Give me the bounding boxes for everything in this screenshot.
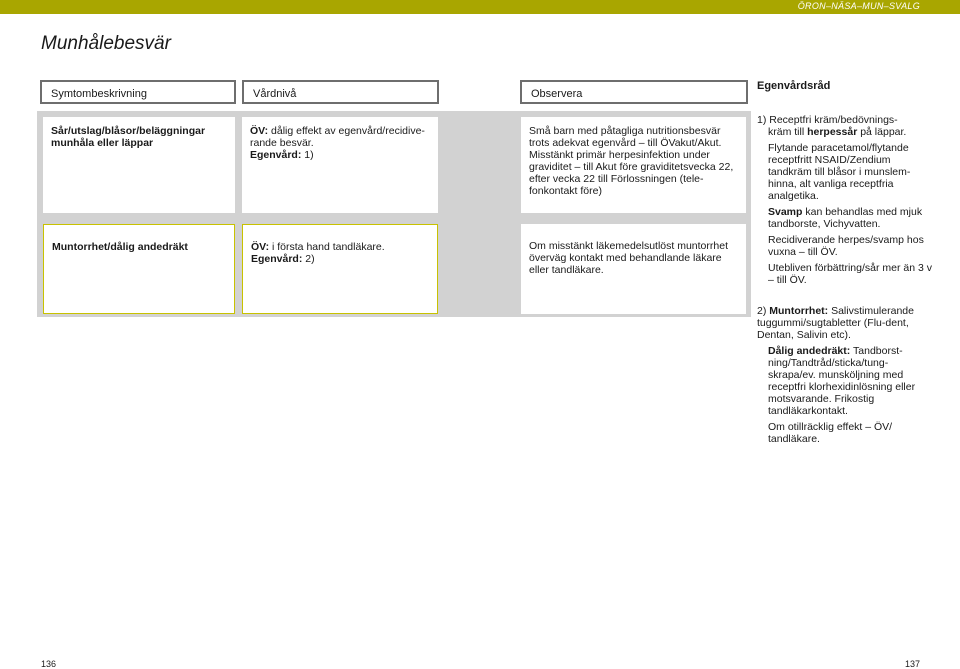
page-number-left: 136 [41, 659, 57, 669]
row2-care-cell [242, 224, 438, 314]
advice1-paragraph4: Recidiverande herpes/svamp hos vuxna – till ÖV. [768, 234, 924, 258]
column-header-self-care-advice: Egenvårdsråd [757, 80, 831, 92]
top-banner [0, 0, 960, 14]
advice2-dry-mouth-label: Muntorrhet: [766, 305, 829, 317]
advice2-bad-breath-text: Tandborst-ning/Tandtråd/sticka/tung-skrapa/ev. munsköljning med receptfri klorhexidinlösning eller motsvarande. Frikostig tandläkarkontakt. [768, 345, 916, 417]
row1-symptom: Sår/utslag/blåsor/beläggningar munhåla eller läppar [51, 125, 206, 149]
advice1-paragraph3: kan behandlas med mjuk tandborste, Vichyvatten. [768, 206, 923, 230]
advice-block-1 [757, 114, 932, 290]
advice2-paragraph3: Om otillräcklig effekt – ÖV/ tandläkare. [768, 421, 893, 445]
advice2-number: 2) [757, 305, 767, 317]
row2-self-care-label: Egenvård: [251, 253, 303, 265]
advice1-number: 1) [757, 114, 767, 126]
advice1-svamp: Svamp [768, 206, 803, 218]
advice1-line1b: kräm till [768, 126, 808, 138]
advice-block-2 [757, 305, 932, 449]
row1-self-care-label: Egenvård: [250, 149, 302, 161]
row2-symptom-cell [43, 224, 235, 314]
row1-observe-cell [521, 117, 746, 213]
row2-observe: Om misstänkt läkemedelsutlöst muntorrhet överväg kontakt med behandlande läkare eller tandläkare. [529, 240, 728, 276]
advice1-herpes: herpessår [807, 126, 858, 138]
row2-care-label: ÖV: [251, 241, 270, 253]
row1-care-cell [242, 117, 438, 213]
page-title: Munhålebesvär [41, 33, 171, 54]
row2-self-care-ref: 2) [302, 253, 315, 265]
row1-observe: Små barn med påtagliga nutritionsbesvär trots adekvat egenvård – till ÖVakut/Akut. Misstänkt primär herpesinfektion under graviditet – till Akut före graviditetsvecka 22, efter vecka 22 till Förlossningen (tele-fonkontakt före) [529, 125, 734, 197]
advice1-line1c: på läppar. [857, 126, 907, 138]
advice2-bad-breath-label: Dålig andedräkt: [768, 345, 851, 357]
advice1-paragraph2: Flytande paracetamol/flytande receptfritt NSAID/Zendium tandkräm till blåsor i munslem-hinna, alt vanliga receptfria analgetika. [768, 142, 911, 202]
advice1-line1a: Receptfri kräm/bedövnings- [766, 114, 898, 126]
row2-care-text: i första hand tandläkare. [269, 241, 385, 253]
row1-self-care-ref: 1) [301, 149, 314, 161]
row2-observe-cell [521, 224, 746, 314]
advice2-dry-mouth-text: Salivstimulerande tuggummi/sugtabletter (Flu-dent, Dentan, Salivin etc). [757, 305, 914, 341]
column-header-care-level: Vårdnivå [242, 80, 439, 104]
page-number-right: 137 [905, 659, 921, 669]
column-header-symptom: Symtombeskrivning [40, 80, 236, 104]
advice1-paragraph5: Utebliven förbättring/sår mer än 3 v – till ÖV. [768, 262, 932, 286]
row1-care-label: ÖV: [250, 125, 269, 137]
row1-symptom-cell [43, 117, 235, 213]
column-header-observe: Observera [520, 80, 748, 104]
section-label: ÖRON–NÄSA–MUN–SVALG [797, 1, 920, 11]
row1-care-text: dålig effekt av egenvård/recidive-rande besvär. [250, 125, 425, 149]
row2-symptom: Muntorrhet/dålig andedräkt [52, 241, 188, 253]
